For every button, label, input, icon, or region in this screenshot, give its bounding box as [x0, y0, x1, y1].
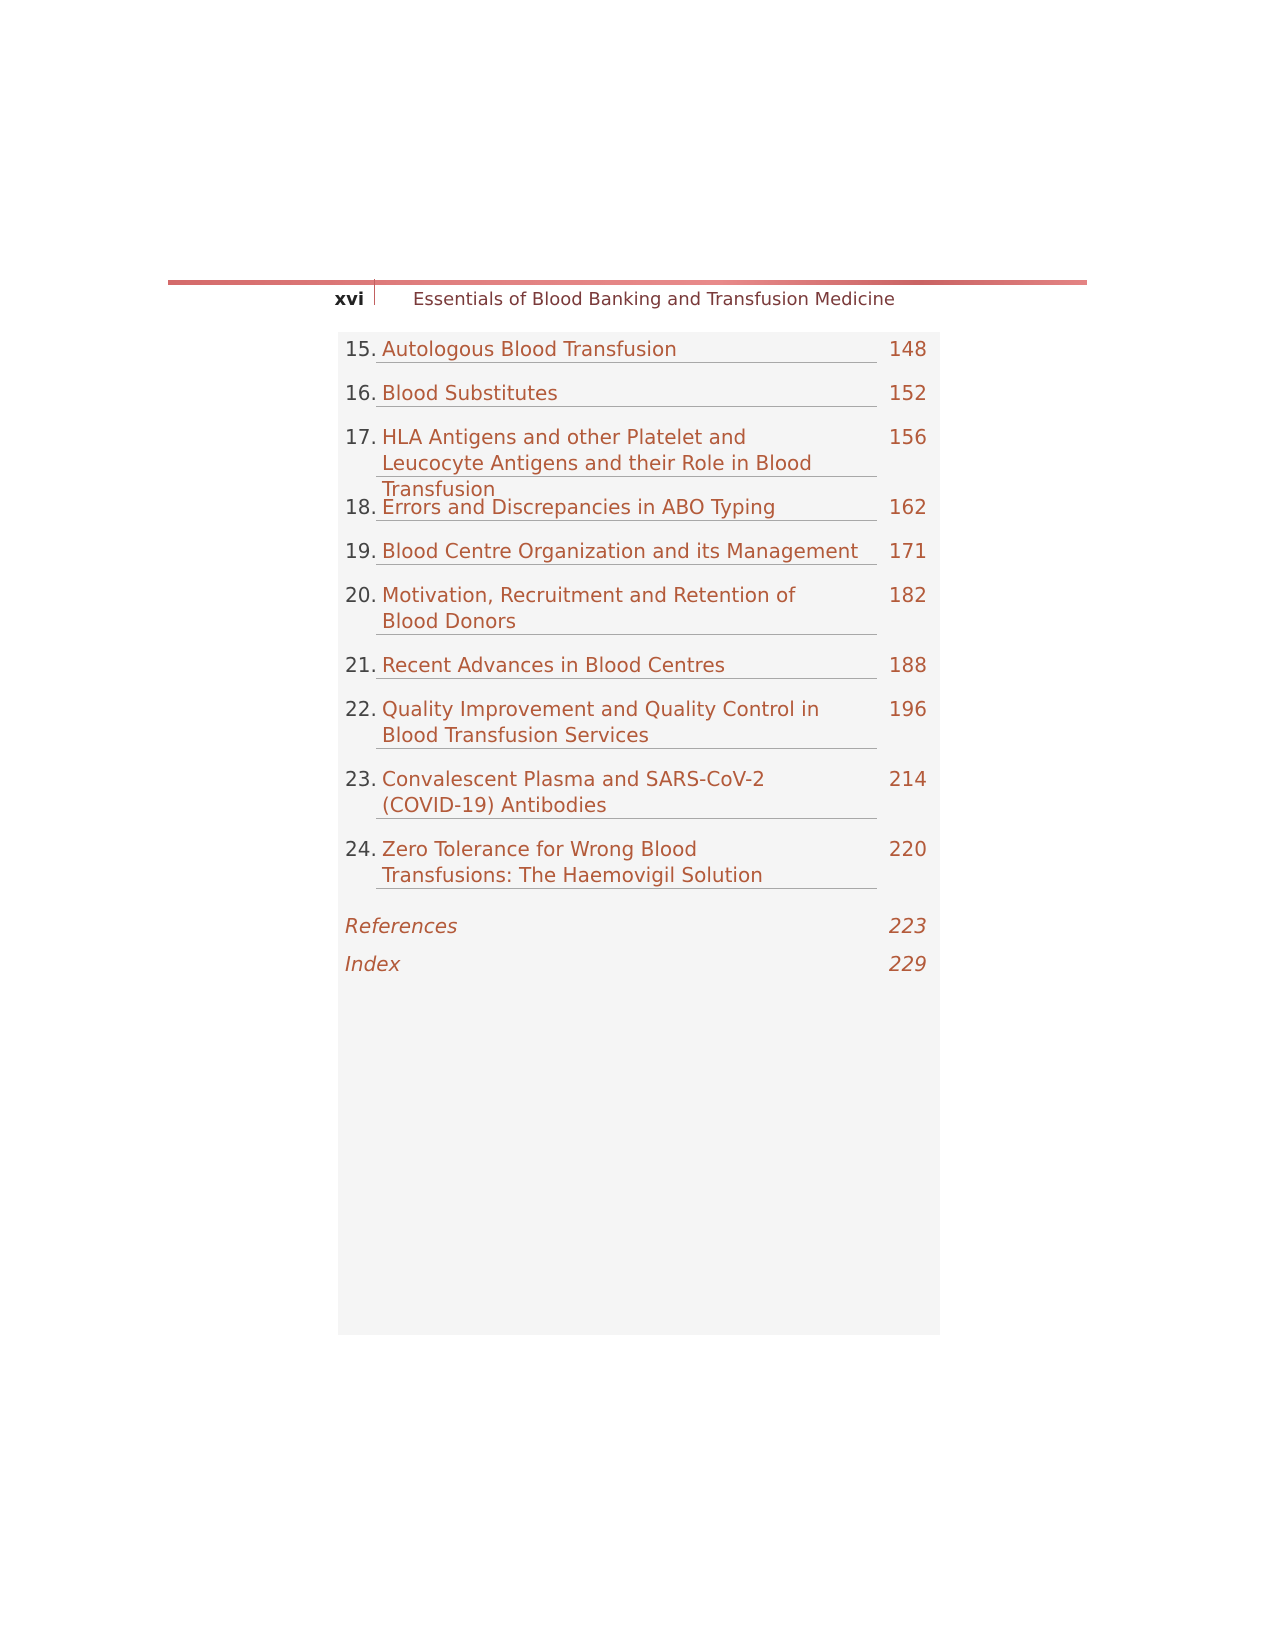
toc-entry[interactable]: [338, 832, 940, 889]
toc-entry[interactable]: [338, 648, 940, 679]
chapter-page: 162: [888, 495, 927, 519]
chapter-title[interactable]: HLA Antigens and other Platelet and Leucocyte Antigens and their Role in Blood Transfusion: [382, 425, 812, 501]
chapter-title[interactable]: Zero Tolerance for Wrong Blood Transfusions: The Haemovigil Solution: [382, 837, 763, 887]
chapter-title[interactable]: Quality Improvement and Quality Control in Blood Transfusion Services: [382, 697, 820, 747]
index-title[interactable]: Index: [345, 952, 401, 976]
entry-underline: [376, 888, 877, 889]
chapter-title[interactable]: Autologous Blood Transfusion: [382, 337, 677, 361]
toc-entry[interactable]: [338, 490, 940, 521]
page-number: xvi: [334, 289, 364, 310]
chapter-number: 23.: [345, 767, 377, 791]
chapter-page: 182: [888, 583, 927, 607]
chapter-number: 19.: [345, 539, 377, 563]
chapter-number: 24.: [345, 837, 377, 861]
chapter-page: 220: [888, 837, 927, 861]
chapter-page: 152: [888, 381, 927, 405]
chapter-page: 148: [888, 337, 927, 361]
header-divider: [374, 279, 375, 305]
chapter-page: 171: [888, 539, 927, 563]
index-page: 229: [888, 952, 927, 976]
entry-underline: [376, 818, 877, 819]
chapter-title[interactable]: Blood Centre Organization and its Management: [382, 539, 859, 563]
references-page: 223: [888, 914, 927, 938]
chapter-number: 18.: [345, 495, 377, 519]
chapter-number: 16.: [345, 381, 377, 405]
toc-entry[interactable]: [338, 420, 940, 501]
references-title[interactable]: References: [345, 914, 458, 938]
entry-underline: [376, 748, 877, 749]
chapter-number: 20.: [345, 583, 377, 607]
header-rule: [168, 280, 1087, 285]
chapter-page: 156: [888, 425, 927, 449]
chapter-title[interactable]: Blood Substitutes: [382, 381, 558, 405]
chapter-number: 22.: [345, 697, 377, 721]
toc-entry[interactable]: [338, 376, 940, 407]
entry-underline: [376, 406, 877, 407]
toc-entry[interactable]: [338, 332, 940, 363]
toc-references[interactable]: [338, 909, 940, 947]
toc-index[interactable]: [338, 947, 940, 985]
chapter-number: 21.: [345, 653, 377, 677]
toc-entry[interactable]: [338, 578, 940, 635]
running-header: [168, 287, 1087, 315]
chapter-title[interactable]: Motivation, Recruitment and Retention of Blood Donors: [382, 583, 796, 633]
book-title: Essentials of Blood Banking and Transfusion Medicine: [413, 289, 895, 310]
entry-underline: [376, 520, 877, 521]
entry-underline: [376, 678, 877, 679]
table-of-contents: [338, 332, 940, 985]
chapter-title[interactable]: Convalescent Plasma and SARS-CoV-2 (COVID-19) Antibodies: [382, 767, 766, 817]
chapter-page: 196: [888, 697, 927, 721]
chapter-title[interactable]: Errors and Discrepancies in ABO Typing: [382, 495, 776, 519]
toc-entry[interactable]: [338, 692, 940, 749]
chapter-page: 188: [888, 653, 927, 677]
chapter-number: 15.: [345, 337, 377, 361]
table-of-contents-panel: [338, 332, 940, 1335]
entry-underline: [376, 476, 877, 477]
toc-entry[interactable]: [338, 762, 940, 819]
chapter-number: 17.: [345, 425, 377, 449]
chapter-title[interactable]: Recent Advances in Blood Centres: [382, 653, 726, 677]
entry-underline: [376, 362, 877, 363]
entry-underline: [376, 634, 877, 635]
chapter-page: 214: [888, 767, 927, 791]
entry-underline: [376, 564, 877, 565]
toc-entry[interactable]: [338, 534, 940, 565]
